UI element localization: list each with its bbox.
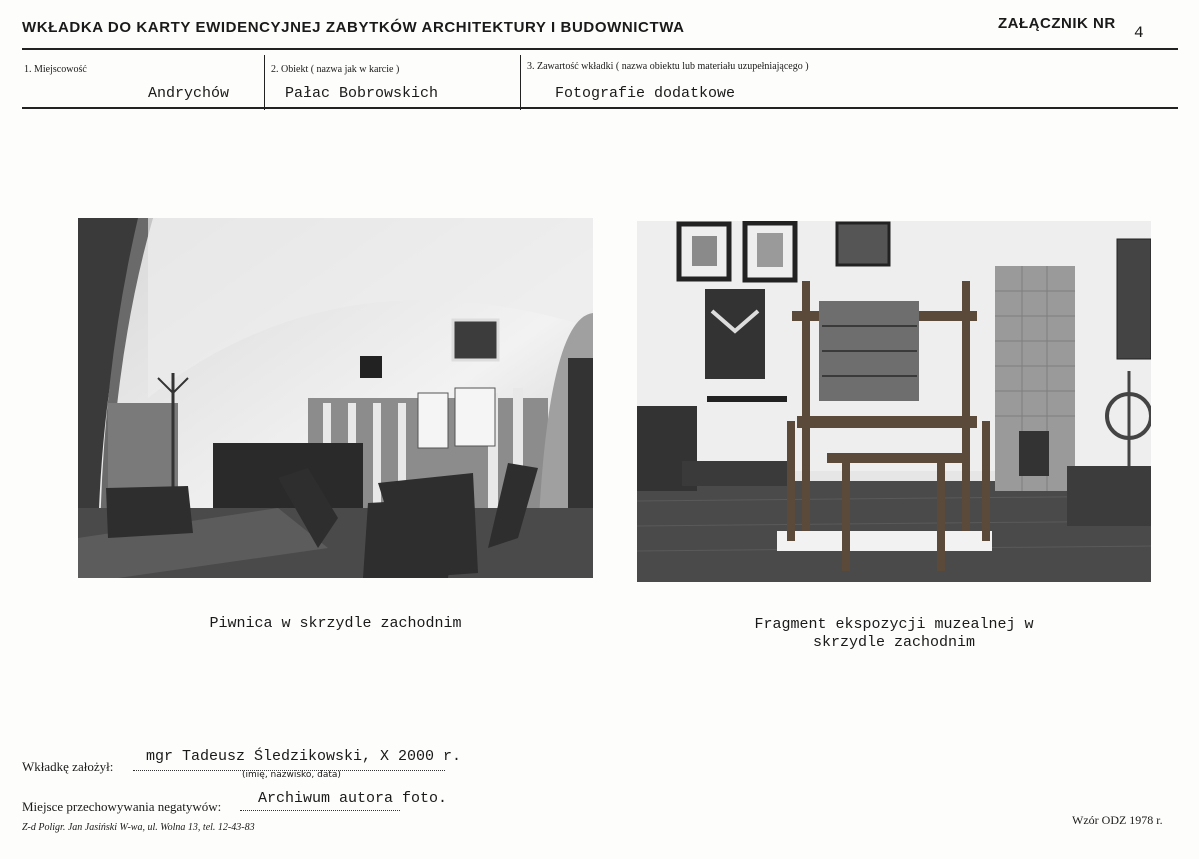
object-value: Pałac Bobrowskich <box>285 85 439 102</box>
storage-value: Archiwum autora foto. <box>258 790 448 807</box>
photo-cellar-caption: Piwnica w skrzydle zachodnim <box>209 615 462 632</box>
founded-hint: (imię, nazwisko, data) <box>242 770 341 780</box>
photo-museum-caption <box>598 616 1190 652</box>
contents-label: 3. Zawartość wkładki ( nazwa obiektu lub materiału uzupełniającego ) <box>527 61 809 72</box>
storage-label: Miejsce przechowywania negatywów: <box>22 799 222 814</box>
object-label: 2. Obiekt ( nazwa jak w karcie ) <box>271 64 400 75</box>
location-label: 1. Miejscowość <box>24 64 87 75</box>
contents-value: Fotografie dodatkowe <box>555 85 736 102</box>
annex-number: 4 <box>1134 24 1144 42</box>
storage-dots <box>240 810 400 811</box>
founded-label: Wkładkę założył: <box>22 759 114 774</box>
photo-cellar-image <box>78 218 593 578</box>
form-title: WKŁADKA DO KARTY EWIDENCYJNEJ ZABYTKÓW ARCHITEKTURY I BUDOWNICTWA <box>22 19 685 36</box>
header-rule-top <box>22 48 1178 50</box>
printer-imprint: Z-d Poligr. Jan Jasiński W-wa, ul. Wolna 13, tel. 12-43-83 <box>22 822 255 833</box>
field-divider-1 <box>264 55 265 110</box>
photo-museum-image <box>637 221 1151 582</box>
header-rule-bottom <box>22 107 1178 109</box>
founded-value: mgr Tadeusz Śledzikowski, X 2000 r. <box>146 748 462 765</box>
photo-museum-caption-line1: Fragment ekspozycji muzealnej w <box>754 616 1034 633</box>
photo-museum <box>637 221 1151 582</box>
location-value: Andrychów <box>148 85 230 102</box>
field-divider-2 <box>520 55 521 110</box>
form-version: Wzór ODZ 1978 r. <box>1072 813 1163 827</box>
annex-label: ZAŁĄCZNIK NR <box>998 15 1116 32</box>
photo-cellar <box>78 218 593 578</box>
photo-museum-caption-line2: skrzydle zachodnim <box>812 634 976 651</box>
